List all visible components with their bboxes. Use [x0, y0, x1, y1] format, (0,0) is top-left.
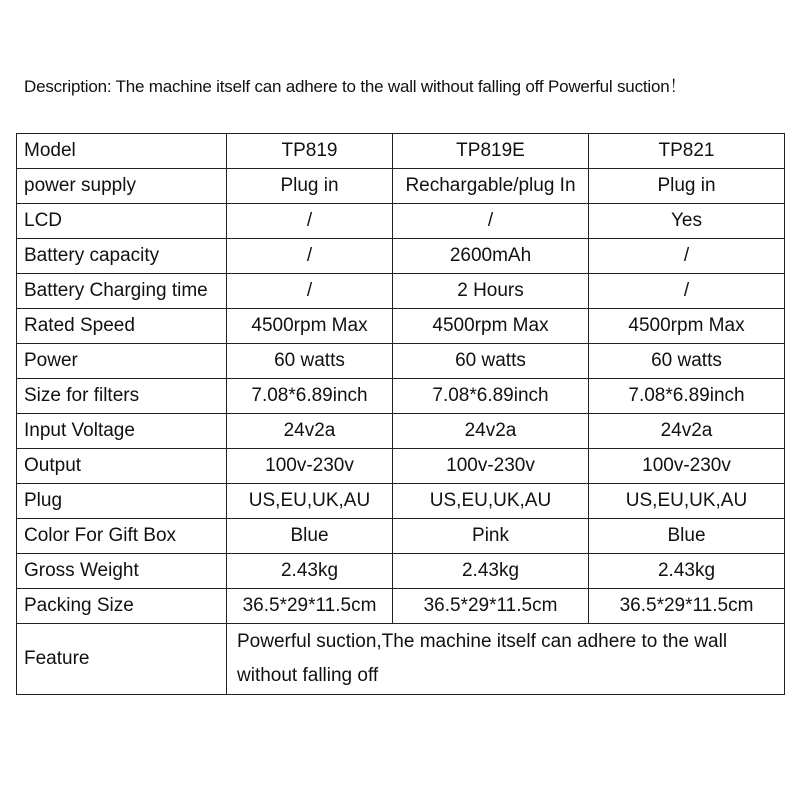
- row-label: Feature: [17, 624, 227, 695]
- cell-value: 60 watts: [589, 344, 785, 379]
- header-label: Model: [17, 134, 227, 169]
- row-label: LCD: [17, 204, 227, 239]
- table-row: [17, 589, 785, 624]
- row-label: Output: [17, 449, 227, 484]
- cell-value: 24v2a: [393, 414, 589, 449]
- row-label: Battery capacity: [17, 239, 227, 274]
- row-label: Gross Weight: [17, 554, 227, 589]
- table-row: [17, 484, 785, 519]
- cell-value: Plug in: [589, 169, 785, 204]
- cell-value: 7.08*6.89inch: [227, 379, 393, 414]
- spec-table: [16, 133, 785, 695]
- table-row: [17, 274, 785, 309]
- header-row: [17, 134, 785, 169]
- description-text: Description: The machine itself can adhere to the wall without falling off Powerful suction！: [24, 77, 687, 96]
- cell-value: 24v2a: [589, 414, 785, 449]
- cell-value: /: [227, 239, 393, 274]
- cell-value: /: [589, 239, 785, 274]
- table-row: [17, 554, 785, 589]
- table-row: [17, 204, 785, 239]
- cell-value: 100v-230v: [227, 449, 393, 484]
- table-row: [17, 379, 785, 414]
- cell-value: 36.5*29*11.5cm: [227, 589, 393, 624]
- cell-value: 4500rpm Max: [589, 309, 785, 344]
- cell-value: 36.5*29*11.5cm: [393, 589, 589, 624]
- cell-value: 60 watts: [393, 344, 589, 379]
- cell-value: 2.43kg: [589, 554, 785, 589]
- row-label: Rated Speed: [17, 309, 227, 344]
- cell-value: 60 watts: [227, 344, 393, 379]
- cell-value: 4500rpm Max: [393, 309, 589, 344]
- cell-value: 2.43kg: [227, 554, 393, 589]
- model-tp819: TP819: [227, 134, 393, 169]
- cell-value: US,EU,UK,AU: [393, 484, 589, 519]
- cell-value: 4500rpm Max: [227, 309, 393, 344]
- cell-value: Yes: [589, 204, 785, 239]
- cell-value: Rechargable/plug In: [393, 169, 589, 204]
- cell-value: 36.5*29*11.5cm: [589, 589, 785, 624]
- cell-value: /: [589, 274, 785, 309]
- model-tp819e: TP819E: [393, 134, 589, 169]
- cell-value: /: [227, 204, 393, 239]
- row-label: Battery Charging time: [17, 274, 227, 309]
- cell-value: Pink: [393, 519, 589, 554]
- model-tp821: TP821: [589, 134, 785, 169]
- cell-value: /: [227, 274, 393, 309]
- row-label: Packing Size: [17, 589, 227, 624]
- table-row: [17, 344, 785, 379]
- cell-value: 2.43kg: [393, 554, 589, 589]
- cell-value: Blue: [227, 519, 393, 554]
- cell-value: 2 Hours: [393, 274, 589, 309]
- row-label: Size for filters: [17, 379, 227, 414]
- feature-text: Powerful suction,The machine itself can adhere to the wall without falling off: [227, 624, 785, 695]
- row-label: Power: [17, 344, 227, 379]
- cell-value: US,EU,UK,AU: [227, 484, 393, 519]
- row-label: power supply: [17, 169, 227, 204]
- table-row: [17, 309, 785, 344]
- cell-value: 7.08*6.89inch: [589, 379, 785, 414]
- row-label: Color For Gift Box: [17, 519, 227, 554]
- table-row: [17, 169, 785, 204]
- cell-value: /: [393, 204, 589, 239]
- table-row: [17, 239, 785, 274]
- feature-row: [17, 624, 785, 695]
- cell-value: 24v2a: [227, 414, 393, 449]
- cell-value: US,EU,UK,AU: [589, 484, 785, 519]
- table-row: [17, 414, 785, 449]
- row-label: Plug: [17, 484, 227, 519]
- cell-value: 100v-230v: [589, 449, 785, 484]
- cell-value: 100v-230v: [393, 449, 589, 484]
- cell-value: 2600mAh: [393, 239, 589, 274]
- cell-value: Blue: [589, 519, 785, 554]
- cell-value: Plug in: [227, 169, 393, 204]
- table-row: [17, 449, 785, 484]
- cell-value: 7.08*6.89inch: [393, 379, 589, 414]
- table-row: [17, 519, 785, 554]
- row-label: Input Voltage: [17, 414, 227, 449]
